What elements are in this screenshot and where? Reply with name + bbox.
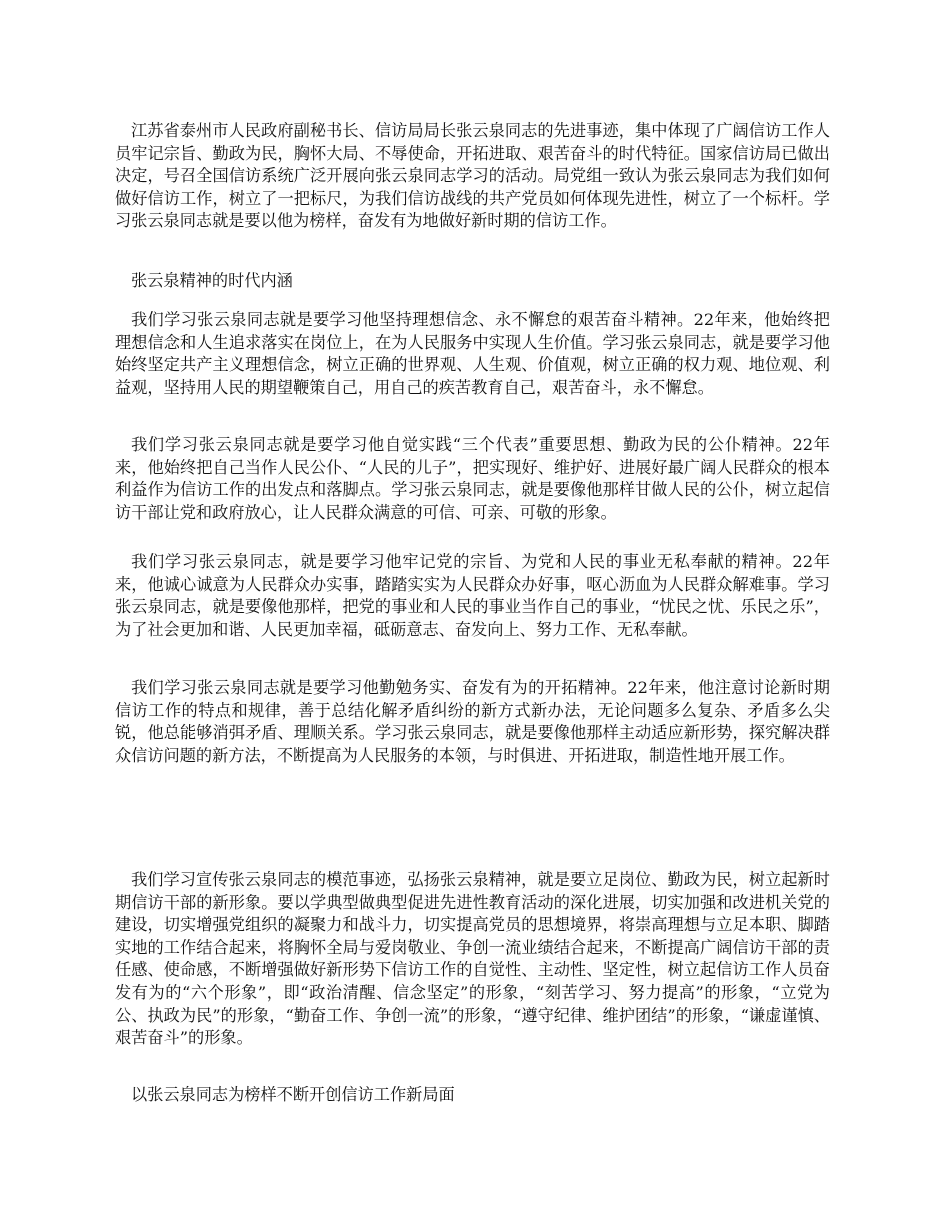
body-paragraph-3-block — [115, 551, 830, 641]
intro-paragraph-block — [115, 120, 830, 233]
intro-paragraph: 江苏省泰州市人民政府副秘书长、信访局局长张云泉同志的先进事迹，集中体现了广阔信访工作人员牢记宗旨、勤政为民，胸怀大局、不辱使命，开拓进取、艰苦奋斗的时代特征。国家信访局已做出决定，号召全国信访系统广泛开展向张云泉同志学习的活动。局党组一致认为张云泉同志为我们如何做好信访工作，树立了一把标尺，为我们信访战线的共产党员如何体现先进性，树立了一个标杆。学习张云泉同志就是要以他为榜样，奋发有为地做好新时期的信访工作。 — [115, 121, 830, 231]
closing-heading-block — [115, 1084, 830, 1107]
section-heading-block — [115, 270, 830, 293]
section-heading: 张云泉精神的时代内涵 — [131, 271, 293, 290]
body-paragraph-2-block — [115, 434, 830, 524]
body-paragraph: 我们学习张云泉同志就是要学习他勤勉务实、奋发有为的开拓精神。22年来，他注意讨论新时期信访工作的特点和规律，善于总结化解矛盾纠纷的新方式新办法，无论问题多么复杂、矛盾多么尖锐，他总能够消弭矛盾、理顺关系。学习张云泉同志，就是要像他那样主动适应新形势，探究解决群众信访问题的新方法，不断提高为人民服务的本领，与时俱进、开拓进取，制造性地开展工作。 — [115, 678, 830, 765]
body-paragraph-4-block — [115, 677, 830, 767]
body-paragraph-1-block — [115, 309, 830, 399]
body-paragraph: 我们学习张云泉同志，就是要学习他牢记党的宗旨、为党和人民的事业无私奉献的精神。22年来，他诚心诚意为人民群众办实事，踏踏实实为人民群众办好事，呕心沥血为人民群众解难事。学习张云泉同志，就是要像他那样，把党的事业和人民的事业当作自己的事业，“忧民之忧、乐民之乐”，为了社会更加和谐、人民更加幸福，砥砺意志、奋发向上、努力工作、无私奉献。 — [115, 552, 830, 639]
body-paragraph: 我们学习张云泉同志就是要学习他自觉实践“三个代表”重要思想、勤政为民的公仆精神。22年来，他始终把自己当作人民公仆、“人民的儿子”，把实现好、维护好、进展好最广阔人民群众的根本利益作为信访工作的出发点和落脚点。学习张云泉同志，就是要像他那样甘做人民的公仆，树立起信访干部让党和政府放心，让人民群众满意的可信、可亲、可敬的形象。 — [115, 435, 830, 522]
closing-heading: 以张云泉同志为榜样不断开创信访工作新局面 — [131, 1085, 455, 1104]
body-paragraph-5-block — [115, 869, 830, 1050]
body-paragraph: 我们学习张云泉同志就是要学习他坚持理想信念、永不懈怠的艰苦奋斗精神。22年来，他始终把理想信念和人生追求落实在岗位上，在为人民服务中实现人生价值。学习张云泉同志，就是要学习他始终坚定共产主义理想信念，树立正确的世界观、人生观、价值观，树立正确的权力观、地位观、利益观，坚持用人民的期望鞭策自己，用自己的疾苦教育自己，艰苦奋斗，永不懈怠。 — [115, 310, 830, 397]
body-paragraph: 我们学习宣传张云泉同志的模范事迹，弘扬张云泉精神，就是要立足岗位、勤政为民，树立起新时期信访干部的新形象。要以学典型做典型促进先进性教育活动的深化进展，切实加强和改进机关党的建设，切实增强党组织的凝聚力和战斗力，切实提高党员的思想境界，将崇高理想与立足本职、脚踏实地的工作结合起来，将胸怀全局与爱岗敬业、争创一流业绩结合起来，不断提高广阔信访干部的责任感、使命感，不断增强做好新形势下信访工作的自觉性、主动性、坚定性，树立起信访工作人员奋发有为的“六个形象”，即“政治清醒、信念坚定”的形象，“刻苦学习、努力提高”的形象，“立党为公、执政为民”的形象，“勤奋工作、争创一流”的形象，“遵守纪律、维护团结”的形象，“谦虚谨慎、艰苦奋斗”的形象。 — [115, 870, 830, 1048]
